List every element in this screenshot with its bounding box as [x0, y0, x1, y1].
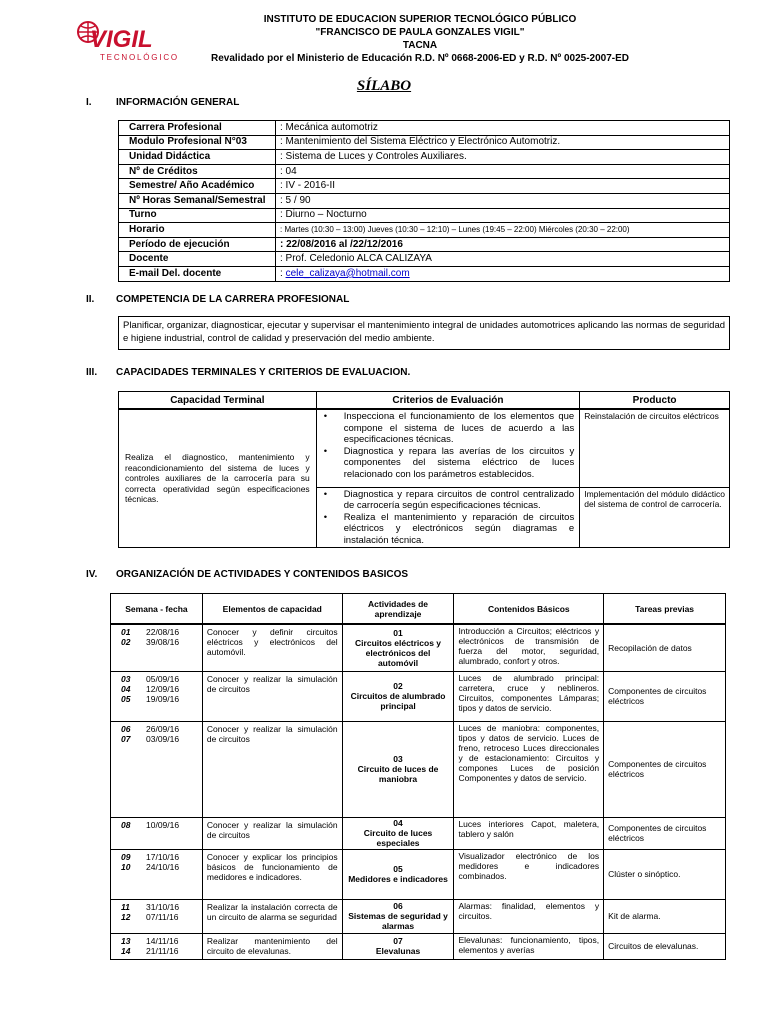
semana-entry — [121, 684, 202, 694]
col-header-producto: Producto — [580, 392, 730, 410]
institute-city: TACNA — [402, 40, 438, 51]
semana-date: 05/09/16 — [146, 673, 180, 684]
semana-entry — [121, 912, 202, 922]
logo-wordmark: VIGIL — [90, 26, 153, 53]
producto-cell: Reinstalación de circuitos eléctricos — [580, 409, 730, 487]
criterios-cell — [316, 487, 580, 548]
elemento-cell: Realizar mantenimiento del circuito de elevalunas. — [202, 933, 342, 959]
tarea-cell: Clúster o sinóptico. — [604, 849, 726, 899]
info-row — [119, 252, 730, 267]
semana-number: 03 — [121, 673, 131, 684]
actividad-title: Sistemas de seguridad y alarmas — [348, 911, 448, 931]
section-number: IV. — [86, 569, 98, 580]
semana-date: 39/08/16 — [146, 637, 180, 647]
actividad-cell — [342, 671, 454, 721]
info-row — [119, 164, 730, 179]
tarea-cell: Recopilación de datos — [604, 624, 726, 671]
col-header-tareas: Tareas previas — [604, 594, 726, 625]
actividad-title: Circuito de luces especiales — [363, 828, 433, 848]
semana-entry — [121, 674, 202, 684]
criterio-item: • Inspecciona el funcionamiento de los elementos que compone el sistema de luces de acuerdo a las especificaciones técnicas. — [323, 411, 575, 445]
info-label: Nº de Créditos — [119, 164, 276, 179]
info-label: Turno — [119, 208, 276, 223]
actividad-cell — [342, 899, 454, 933]
table-row — [111, 624, 726, 671]
section-title: INFORMACIÓN GENERAL — [116, 97, 240, 108]
info-label: Unidad Didáctica — [119, 150, 276, 165]
info-value: : Diurno – Nocturno — [276, 208, 730, 223]
info-label: Modulo Profesional N°03 — [119, 135, 276, 150]
elemento-cell: Conocer y realizar la simulación de circuitos — [202, 671, 342, 721]
info-label: Carrera Profesional — [119, 121, 276, 136]
contenido-cell: Visualizador electrónico de los medidores e indicadores combinados. — [454, 849, 604, 899]
table-row — [111, 933, 726, 959]
table-row — [111, 721, 726, 817]
contenido-cell: Luces interiores Capot, maletera, tablero y salón — [454, 817, 604, 849]
actividades-table — [110, 593, 726, 960]
elemento-cell: Conocer y realizar la simulación de circuitos — [202, 721, 342, 817]
actividad-number: 01 — [393, 627, 403, 638]
info-row — [119, 223, 730, 238]
actividad-cell — [342, 624, 454, 671]
info-value: : Mantenimiento del Sistema Eléctrico y Electrónico Automotriz. — [276, 135, 730, 150]
semana-number: 12 — [121, 911, 131, 922]
semana-number: 05 — [121, 693, 131, 704]
semana-number: 11 — [121, 901, 130, 912]
institution-logo — [76, 22, 179, 66]
semana-date: 26/09/16 — [146, 723, 180, 734]
actividad-number: 03 — [393, 754, 403, 764]
actividad-number: 07 — [393, 936, 403, 946]
semana-date: 03/09/16 — [146, 733, 180, 744]
semana-entry — [121, 734, 202, 744]
info-label: Período de ejecución — [119, 237, 276, 252]
semana-date: 24/10/16 — [146, 861, 180, 872]
semana-date: 07/11/16 — [146, 911, 179, 922]
actividad-cell — [342, 933, 454, 959]
semana-cell — [111, 624, 203, 671]
info-row — [119, 179, 730, 194]
table-row — [111, 817, 726, 849]
semana-entry — [121, 902, 202, 912]
semana-cell — [111, 721, 203, 817]
info-value: : 5 / 90 — [276, 193, 730, 208]
semana-date: 14/11/16 — [146, 935, 179, 946]
semana-entry — [121, 946, 202, 956]
semana-number: 04 — [121, 683, 131, 694]
elemento-cell: Conocer y realizar la simulación de circuitos — [202, 817, 342, 849]
section-number: III. — [86, 367, 98, 378]
criterio-item: • Realiza el mantenimiento y reparación de circuitos eléctricos y electrónicos según diagramas e instalación técnica. — [323, 511, 575, 546]
info-value: : Mecánica automotriz — [276, 121, 730, 136]
table-row — [111, 671, 726, 721]
capacidades-table — [118, 391, 730, 548]
document-title: SÍLABO — [356, 78, 412, 94]
semana-number: 14 — [121, 945, 131, 956]
contenido-cell: Introducción a Circuitos; eléctricos y electrónicos de transmisión de fuerza del motor, seguridad, alumbrado, confort y otros. — [454, 624, 604, 671]
info-row — [119, 135, 730, 150]
col-header-capacidad: Capacidad Terminal — [119, 392, 317, 410]
general-info-table — [118, 120, 730, 282]
info-label: E-mail Del. docente — [119, 266, 276, 281]
actividad-title: Circuito de luces de maniobra — [357, 764, 439, 784]
section-number: II. — [86, 294, 95, 305]
contenido-cell: Elevalunas: funcionamiento, tipos, elementos y averías — [454, 933, 604, 959]
institute-name: INSTITUTO DE EDUCACION SUPERIOR TECNOLÓGICO PÚBLICO — [263, 14, 577, 25]
semana-date: 22/08/16 — [146, 627, 180, 637]
semana-entry — [121, 862, 202, 872]
info-value: : 04 — [276, 164, 730, 179]
semana-cell — [111, 899, 203, 933]
table-row — [111, 899, 726, 933]
tarea-cell: Circuitos de elevalunas. — [604, 933, 726, 959]
info-row — [119, 150, 730, 165]
section-title: COMPETENCIA DE LA CARRERA PROFESIONAL — [116, 294, 350, 305]
semana-date: 19/09/16 — [146, 693, 180, 704]
semana-cell — [111, 817, 203, 849]
bullet: • — [323, 511, 328, 523]
semana-date: 31/10/16 — [146, 901, 180, 912]
col-header-criterios: Criterios de Evaluación — [316, 392, 580, 410]
actividad-title: Circuitos de alumbrado principal — [350, 691, 446, 711]
semana-date: 17/10/16 — [146, 851, 180, 862]
bullet: • — [323, 488, 328, 500]
semana-number: 07 — [121, 733, 131, 744]
semana-date: 21/11/16 — [146, 945, 179, 956]
info-row — [119, 237, 730, 252]
semana-cell — [111, 933, 203, 959]
semana-cell — [111, 849, 203, 899]
contenido-cell: Luces de alumbrado principal: carretera, cruce y neblineros. Circuitos, componentes Lámparas; tipos y datos de servicio. — [454, 671, 604, 721]
info-value — [276, 266, 730, 281]
bullet: • — [323, 445, 328, 457]
actividad-cell — [342, 721, 454, 817]
info-value: : Prof. Celedonio ALCA CALIZAYA — [276, 252, 730, 267]
section-title: CAPACIDADES TERMINALES Y CRITERIOS DE EVALUACION. — [116, 367, 411, 378]
info-row — [119, 193, 730, 208]
info-label: Horario — [119, 223, 276, 238]
elemento-cell: Conocer y explicar los principios básicos de funcionamiento de medidores e indicadores. — [202, 849, 342, 899]
contenido-cell: Alarmas: finalidad, elementos y circuitos. — [454, 899, 604, 933]
info-row — [119, 208, 730, 223]
actividad-cell — [342, 849, 454, 899]
capacidad-terminal: Realiza el diagnostico, mantenimiento y reacondicionamiento del sistema de luces y controles auxiliares de la carrocería para su correcta operatividad según especificaciones técnicas. — [119, 409, 317, 548]
info-value: : IV - 2016-II — [276, 179, 730, 194]
col-header-semana: Semana - fecha — [111, 594, 203, 625]
actividad-title: Circuitos eléctricos y electrónicos del automóvil — [355, 637, 442, 668]
actividad-number: 02 — [393, 681, 403, 691]
tarea-cell: Componentes de circuitos eléctricos — [604, 817, 726, 849]
actividad-number: 05 — [393, 864, 403, 874]
logo-subtitle: TECNOLÓGICO — [100, 53, 179, 62]
elemento-cell: Realizar la instalación correcta de un circuito de alarma se seguridad — [202, 899, 342, 933]
criterio-item: • Diagnostica y repara las averías de los circuitos y componentes del sistema eléctrico de luces relacionado con los parámetros establecidos. — [323, 445, 575, 480]
info-value: : 22/08/2016 al /22/12/2016 — [276, 237, 730, 252]
actividad-title: Elevalunas — [375, 946, 421, 956]
info-value: : Martes (10:30 – 13:00) Jueves (10:30 – 12:10) – Lunes (19:45 – 22:00) Miércoles (20:30 – 22:00) — [276, 223, 730, 238]
bullet: • — [323, 411, 328, 422]
col-header-actividades: Actividades de aprendizaje — [342, 594, 454, 625]
semana-entry — [121, 627, 202, 637]
info-value-prefix: : — [280, 267, 286, 279]
semana-entry — [121, 820, 202, 830]
info-value: : Sistema de Luces y Controles Auxiliares. — [276, 150, 730, 165]
semana-entry — [121, 694, 202, 704]
actividad-cell — [342, 817, 454, 849]
tarea-cell: Kit de alarma. — [604, 899, 726, 933]
info-label: Nº Horas Semanal/Semestral — [119, 193, 276, 208]
semana-cell — [111, 671, 203, 721]
actividad-number: 04 — [393, 818, 403, 828]
info-row — [119, 266, 730, 281]
semana-entry — [121, 936, 202, 946]
criterios-cell — [316, 409, 580, 487]
elemento-cell: Conocer y definir circuitos eléctricos y electrónicos del automóvil. — [202, 624, 342, 671]
semana-date: 12/09/16 — [146, 683, 180, 694]
semana-number: 10 — [121, 861, 131, 872]
semana-date: 10/09/16 — [146, 819, 180, 830]
competencia-text: Planificar, organizar, diagnosticar, ejecutar y supervisar el mantenimiento integral de unidades automotrices aplicando las normas de seguridad e higiene industrial, control de calidad y preservación del medio ambiente. — [118, 316, 730, 350]
section-title: ORGANIZACIÓN DE ACTIVIDADES Y CONTENIDOS BASICOS — [116, 569, 409, 580]
semana-number: 13 — [121, 935, 131, 946]
semana-number: 09 — [121, 851, 131, 862]
info-label: Semestre/ Año Académico — [119, 179, 276, 194]
actividad-number: 06 — [393, 901, 403, 911]
producto-cell: Implementación del módulo didáctico del sistema de control de carrocería. — [580, 487, 730, 548]
semana-number: 02 — [121, 637, 131, 647]
email-link[interactable]: cele_calizaya@hotmail.com — [285, 267, 410, 279]
semana-entry — [121, 852, 202, 862]
semana-entry — [121, 724, 202, 734]
criterio-item: • Diagnostica y repara circuitos de control centralizado de carrocería según especificaciones técnicas. — [323, 488, 575, 511]
institute-honoree: "FRANCISCO DE PAULA GONZALES VIGIL" — [315, 27, 525, 38]
semana-number: 08 — [121, 819, 131, 830]
section-number: I. — [86, 97, 92, 108]
col-header-contenidos: Contenidos Básicos — [454, 594, 604, 625]
semana-number: 06 — [121, 723, 131, 734]
tarea-cell: Componentes de circuitos eléctricos — [604, 671, 726, 721]
semana-number: 01 — [121, 627, 131, 637]
tarea-cell: Componentes de circuitos eléctricos — [604, 721, 726, 817]
info-row — [119, 121, 730, 136]
col-header-elementos: Elementos de capacidad — [202, 594, 342, 625]
contenido-cell: Luces de maniobra: componentes, tipos y datos de servicio. Luces de freno, retroceso Luces direccionales y de estacionamiento: Circuitos y compones Luces de posición Componentes y datos de servicio. — [454, 721, 604, 817]
table-row — [111, 849, 726, 899]
semana-entry — [121, 637, 202, 647]
institute-resolution: Revalidado por el Ministerio de Educación R.D. Nº 0668-2006-ED y R.D. Nº 0025-2007-ED — [211, 53, 629, 64]
actividad-title: Medidores e indicadores — [348, 874, 448, 884]
info-label: Docente — [119, 252, 276, 267]
